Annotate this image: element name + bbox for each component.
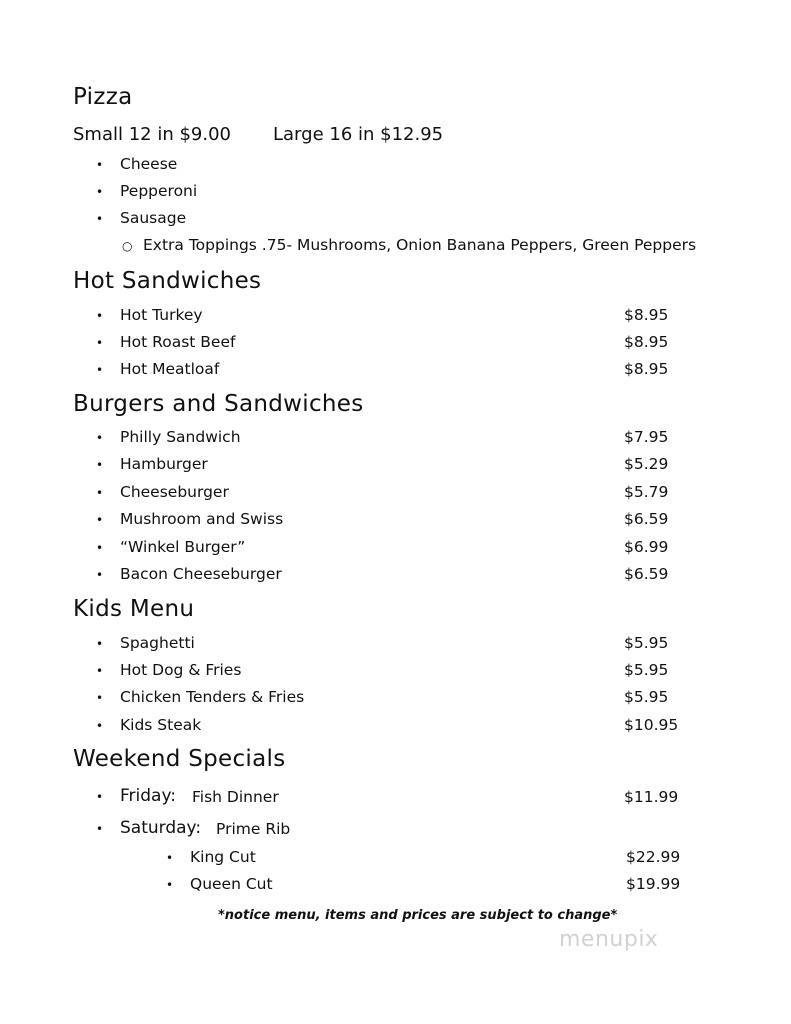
weekend-specials-heading: Weekend Specials [73,746,286,772]
menu-item-name: Bacon Cheeseburger [120,565,282,583]
menu-item-price: $5.79 [624,483,669,501]
bullet-icon: • [96,185,104,199]
bullet-icon: • [166,851,174,865]
menu-item-price: $10.95 [624,716,679,734]
menu-item-name: Hot Meatloaf [120,360,220,378]
menu-item-price: $8.95 [624,306,669,324]
bullet-icon: • [96,513,104,527]
menu-item-price: $6.99 [624,538,669,556]
menu-item-price: $8.95 [624,333,669,351]
menu-item-name: Hot Turkey [120,306,203,324]
bullet-icon: • [96,568,104,582]
menu-item-name: Hamburger [120,455,208,473]
bullet-icon: • [96,431,104,445]
menu-item-name: “Winkel Burger” [120,538,246,556]
menu-item-name: Hot Dog & Fries [120,661,242,679]
menu-item-name: King Cut [190,848,256,866]
bullet-icon: • [96,158,104,172]
menu-item-price: $7.95 [624,428,669,446]
menupix-watermark: menupix [559,927,659,952]
menu-item-price: $22.99 [626,848,681,866]
pizza-extra-toppings: Extra Toppings .75- Mushrooms, Onion Banana Peppers, Green Peppers [143,236,697,254]
bullet-icon: • [96,336,104,350]
pizza-item-pepperoni: Pepperoni [120,182,198,200]
menu-item-price: $5.95 [624,634,669,652]
bullet-icon: • [166,878,174,892]
bullet-icon: • [96,363,104,377]
pizza-small-size: Small 12 in $9.00 [73,124,232,145]
bullet-icon: • [96,541,104,555]
menu-item-price: $5.29 [624,455,669,473]
hot-sandwiches-heading: Hot Sandwiches [73,268,262,294]
bullet-icon: • [96,212,104,226]
menu-item-name: Kids Steak [120,716,202,734]
menu-item-name: Mushroom and Swiss [120,510,284,528]
bullet-icon: • [96,790,104,804]
menu-item-price: $6.59 [624,510,669,528]
pizza-item-sausage: Sausage [120,209,187,227]
hollow-bullet-icon: ○ [122,239,133,253]
bullet-icon: • [96,822,104,836]
saturday-label: Saturday: [120,818,202,838]
menu-item-price: $5.95 [624,688,669,706]
menu-item-name: Cheeseburger [120,483,229,501]
menu-item-name: Chicken Tenders & Fries [120,688,305,706]
kids-menu-heading: Kids Menu [73,596,195,622]
saturday-dish: Prime Rib [216,820,291,838]
bullet-icon: • [96,664,104,678]
menu-item-name: Spaghetti [120,634,195,652]
bullet-icon: • [96,486,104,500]
friday-price: $11.99 [624,788,679,806]
menu-item-price: $6.59 [624,565,669,583]
pizza-item-cheese: Cheese [120,155,178,173]
menu-item-name: Philly Sandwich [120,428,241,446]
menu-item-price: $8.95 [624,360,669,378]
price-notice: *notice menu, items and prices are subject to change* [218,908,618,923]
menu-item-price: $19.99 [626,875,681,893]
pizza-heading: Pizza [73,84,133,110]
bullet-icon: • [96,637,104,651]
bullet-icon: • [96,691,104,705]
bullet-icon: • [96,719,104,733]
menu-item-price: $5.95 [624,661,669,679]
burgers-heading: Burgers and Sandwiches [73,391,364,417]
menu-item-name: Hot Roast Beef [120,333,236,351]
friday-label: Friday: [120,786,177,806]
bullet-icon: • [96,458,104,472]
bullet-icon: • [96,309,104,323]
friday-dish: Fish Dinner [192,788,279,806]
menu-item-name: Queen Cut [190,875,273,893]
pizza-large-size: Large 16 in $12.95 [273,124,444,145]
